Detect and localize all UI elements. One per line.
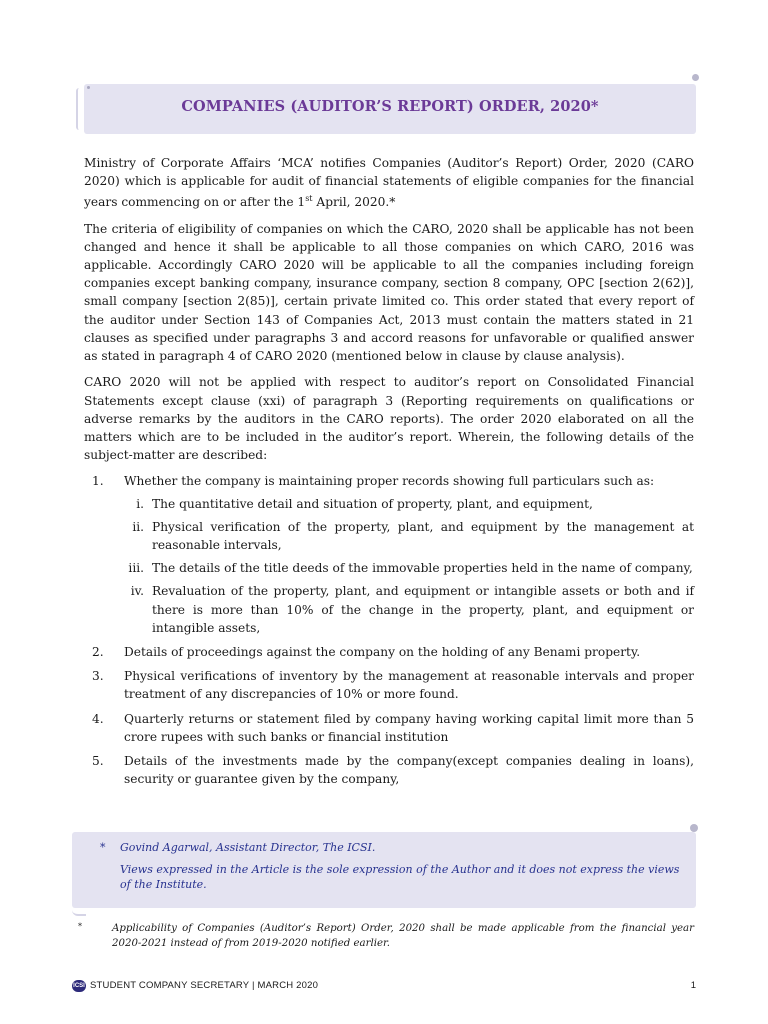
sub-list-item: iii. The details of the title deeds of the immovable properties held in the name of company, <box>128 561 693 576</box>
author-disclaimer: Views expressed in the Article is the sole expression of the Author and it does not express the views of the Institute. <box>120 863 680 891</box>
sub-list-item: iv. Revaluation of the property, plant, and equipment or intangible assets or both and if there is more than 10% of the change in the property, plant, and equipment or intangible assets, <box>130 584 694 635</box>
list-item: 5. Details of the investments made by the company(except companies dealing in loans), security or guarantee given by the company, <box>92 753 694 787</box>
icsi-logo: ICSI <box>72 980 86 992</box>
article-body <box>84 154 694 794</box>
note-curl-decoration <box>72 906 86 916</box>
note-pin-decoration <box>690 824 698 832</box>
page-number: 1 <box>690 980 696 991</box>
note-bullet: * <box>100 841 106 854</box>
footnote <box>78 922 694 951</box>
list-item: 2. Details of proceedings against the company on the holding of any Benami property. <box>92 644 641 659</box>
footnote-mark: * <box>78 922 82 931</box>
sub-list-item: i. The quantitative detail and situation of property, plant, and equipment, <box>136 496 593 511</box>
sub-list-item: ii. Physical verification of the property, plant, and equipment by the management at reasonable intervals, <box>132 519 694 552</box>
list-item: 4. Quarterly returns or statement filed by company having working capital limit more than 5 crore rupees with such banks or financial institution <box>92 711 694 744</box>
paragraph-scope: CARO 2020 will not be applied with respect to auditor’s report on Consolidated Financial Statements except clause (xxi) of paragraph 3 (Reporting requirements on qualifications or adverse remarks by the auditors in the CARO reports). The order 2020 elaborated on all the matters which are to be included in the auditor’s report. Wherein, the following details of the subject-matter are described: <box>84 375 694 463</box>
author-note-box <box>72 832 696 908</box>
publication-title: STUDENT COMPANY SECRETARY | MARCH 2020 <box>90 980 319 991</box>
banner-dot-decoration <box>87 86 90 89</box>
paragraph-criteria: The criteria of eligibility of companies on which the CARO, 2020 shall be applicable has not been changed and hence it shall be applicable to all those companies on which CARO, 2016 was applicable. Accordingly CARO 2020 will be applicable to all the companies including foreign companies except banking company, insurance company, section 8 company, OPC [section 2(62)], small company [section 2(85)], certain private limited co. This order stated that every report of the auditor under Section 143 of Companies Act, 2013 must contain the matters stated in 21 clauses as specified under paragraphs 3 and accord reasons for unfavorable or qualified answer as stated in paragraph 4 of CARO 2020 (mentioned below in clause by clause analysis). <box>84 221 694 364</box>
list-item: 3. Physical verifications of inventory by the management at reasonable intervals and proper treatment of any discrepancies of 10% or more found. <box>92 669 694 702</box>
sub-list <box>124 495 694 637</box>
list-item: 1. Whether the company is maintaining proper records showing full particulars such as: i. The quantitative detail and situation of property, plant, and equipment, ii. Physical verification of the property, plant, and equipment by the management at reasonable intervals, iii. The details of the title deeds of the immovable properties held in the name of company, iv. Revaluation of the property, plant, and equipment or intangible assets or both and if there is more than 10% of the change in the property, plant, and equipment or intangible assets, <box>84 472 694 637</box>
footnote-text: Applicability of Companies (Auditor’s Report) Order, 2020 shall be made applicable from the financial year 2020-2021 instead of from 2019-2020 notified earlier. <box>112 923 694 949</box>
paragraph-intro: Ministry of Corporate Affairs ‘MCA’ notifies Companies (Auditor’s Report) Order, 2020 (CARO 2020) which is applicable for audit of financial statements of eligible companies for the financial years commencing on or after the 1st April, 2020.* <box>84 156 694 210</box>
banner-pin-decoration <box>692 74 699 81</box>
page-title: COMPANIES (AUDITOR’S REPORT) ORDER, 2020* <box>181 98 599 115</box>
author-credit: Govind Agarwal, Assistant Director, The ICSI. <box>120 841 376 854</box>
clause-list <box>84 472 694 788</box>
page-footer <box>72 980 696 994</box>
banner-curl-decoration <box>76 88 84 130</box>
title-banner <box>84 84 696 134</box>
